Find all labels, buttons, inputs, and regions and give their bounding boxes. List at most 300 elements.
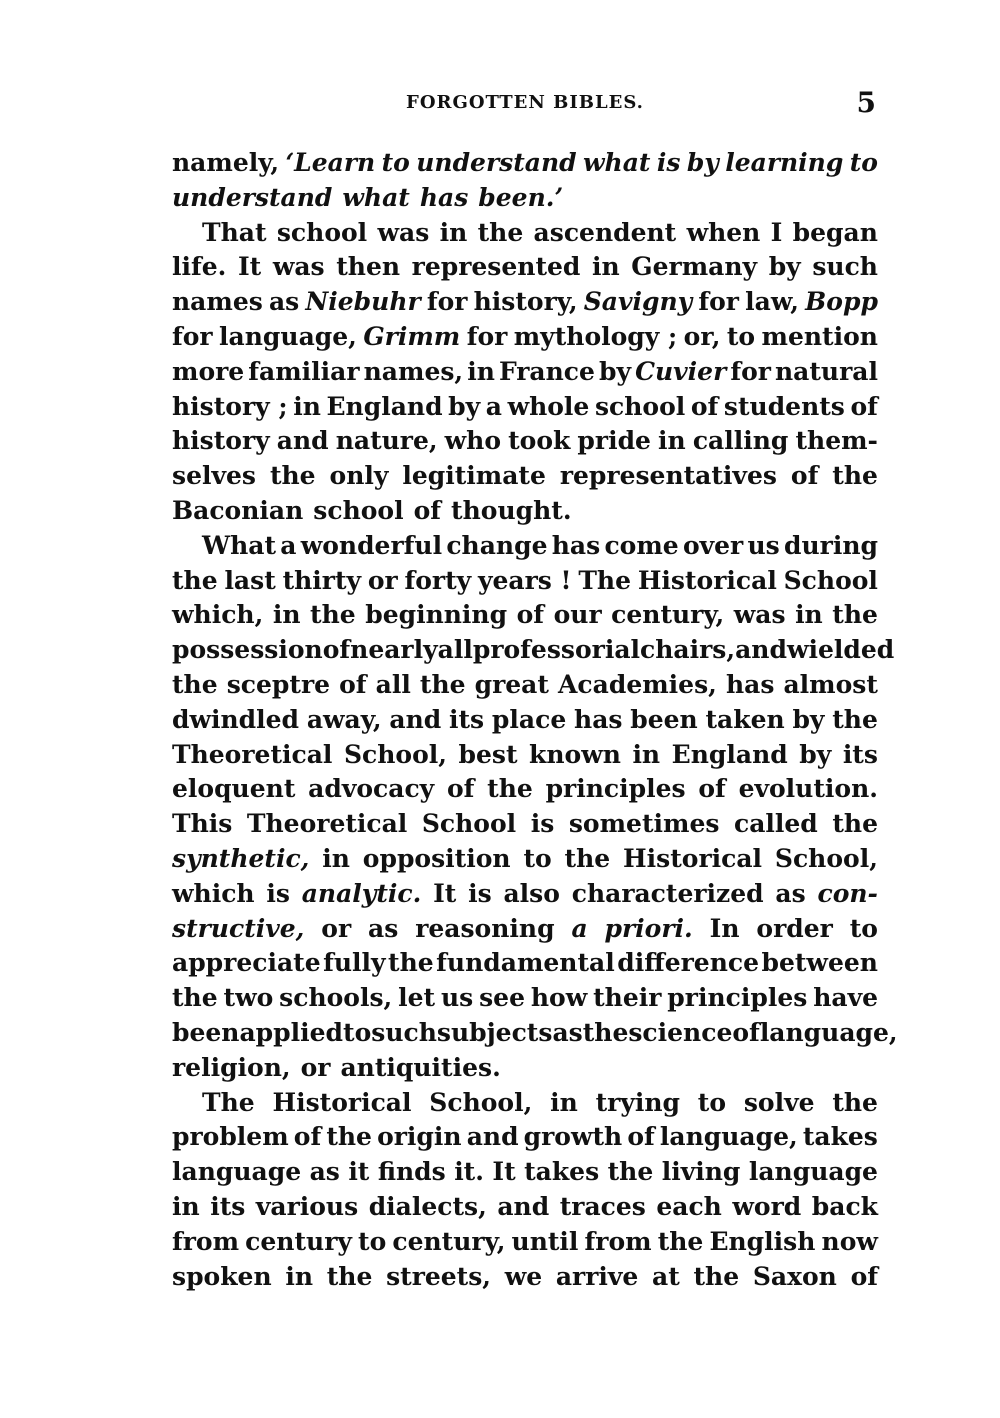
word: history ; xyxy=(172,391,288,421)
word: from xyxy=(584,1226,652,1256)
word: the xyxy=(326,1261,373,1291)
italic-word: ‘Learn xyxy=(285,148,376,177)
word: in xyxy=(658,426,686,456)
word: we xyxy=(504,1261,543,1291)
text-line xyxy=(172,564,878,599)
word: to xyxy=(523,843,552,873)
word: place xyxy=(491,704,567,734)
word: from xyxy=(172,1226,240,1256)
word: the xyxy=(326,1122,372,1152)
word: when xyxy=(686,217,761,247)
word: order xyxy=(756,913,833,943)
text-line xyxy=(172,738,878,773)
italic-word: structive, xyxy=(172,913,305,943)
word: It xyxy=(237,252,262,282)
word: took xyxy=(508,426,571,456)
word: by xyxy=(799,739,832,769)
word: which xyxy=(172,878,255,908)
word: whole xyxy=(507,391,590,421)
word: for xyxy=(426,287,468,317)
word: solve xyxy=(743,1087,815,1117)
word: fundamental xyxy=(436,948,615,978)
word: religion, xyxy=(172,1052,291,1082)
word: Historical xyxy=(272,1087,412,1117)
word: the xyxy=(832,1087,878,1117)
word: the xyxy=(832,600,878,630)
word: known xyxy=(529,739,621,769)
word: school xyxy=(594,391,686,421)
word: who xyxy=(444,426,502,456)
word: antiquities. xyxy=(340,1052,501,1082)
word: it xyxy=(348,1157,370,1187)
word: School xyxy=(783,565,878,595)
word: the xyxy=(564,843,611,873)
word: What xyxy=(202,530,276,560)
word: advocacy xyxy=(308,774,435,804)
word: of xyxy=(732,1017,760,1047)
word: taken xyxy=(705,704,785,734)
word: by xyxy=(768,252,801,282)
word: natural xyxy=(775,356,878,386)
word: the xyxy=(657,1226,704,1256)
word: as xyxy=(552,1017,583,1047)
word: change xyxy=(446,530,548,560)
italic-word: priori. xyxy=(604,913,693,943)
text-line xyxy=(172,146,878,181)
text-line xyxy=(172,320,878,355)
word: our xyxy=(553,600,602,630)
text-line xyxy=(172,598,878,633)
word: to xyxy=(849,913,878,943)
word: of xyxy=(516,600,545,630)
word: has xyxy=(574,704,623,734)
text-line xyxy=(172,250,878,285)
word: century xyxy=(245,1226,352,1256)
word: names xyxy=(172,287,263,317)
word: or xyxy=(367,565,398,595)
word: the xyxy=(487,774,533,804)
word: their xyxy=(593,983,662,1013)
word: familiar xyxy=(248,356,360,386)
word: subjects xyxy=(436,1017,553,1047)
word: to xyxy=(726,321,756,351)
word: over xyxy=(682,530,744,560)
word: England xyxy=(326,391,443,421)
word: of xyxy=(627,1122,655,1152)
italic-word: learning xyxy=(725,148,844,177)
word: its xyxy=(449,704,485,734)
text-line xyxy=(172,355,878,390)
word: The xyxy=(202,1087,255,1117)
text-line xyxy=(172,285,878,320)
word: how xyxy=(530,983,588,1013)
word: century, xyxy=(611,600,725,630)
word: English xyxy=(709,1226,816,1256)
word: to xyxy=(358,1226,387,1256)
word: such xyxy=(371,1017,437,1047)
word: during xyxy=(784,530,878,560)
word: is xyxy=(266,878,290,908)
word: until xyxy=(511,1226,579,1256)
word: was xyxy=(377,217,430,247)
word: of xyxy=(690,391,719,421)
italic-word: to xyxy=(849,148,878,177)
word: its xyxy=(210,1191,246,1221)
word: problem xyxy=(172,1122,289,1152)
word: characterized xyxy=(571,878,764,908)
text-line xyxy=(172,1051,878,1086)
word: to xyxy=(343,1017,372,1047)
word: calling xyxy=(692,426,789,456)
word: the xyxy=(172,565,218,595)
word: at xyxy=(652,1261,680,1291)
word: also xyxy=(503,878,560,908)
word: century, xyxy=(392,1226,506,1256)
word: come xyxy=(604,530,679,560)
word: Germany xyxy=(631,252,758,282)
word: the xyxy=(172,669,218,699)
word: principles xyxy=(545,774,686,804)
word: have xyxy=(813,983,878,1013)
text-line xyxy=(172,390,878,425)
text-line xyxy=(172,807,878,842)
word: is xyxy=(530,809,555,839)
italic-word: to xyxy=(381,148,410,177)
word: each xyxy=(656,1191,722,1221)
word: or xyxy=(300,1052,331,1082)
word: in xyxy=(322,843,350,873)
word: I xyxy=(770,217,783,247)
word: as xyxy=(368,913,399,943)
word: arrive xyxy=(555,1261,639,1291)
word: the xyxy=(832,461,878,491)
word: spoken xyxy=(172,1261,272,1291)
word: years ! xyxy=(477,565,572,595)
word: mention xyxy=(761,321,878,351)
word: takes xyxy=(524,1157,600,1187)
word: of xyxy=(293,1122,322,1152)
italic-word: what xyxy=(583,148,651,177)
text-line xyxy=(172,772,878,807)
word: forty xyxy=(404,565,472,595)
word: has xyxy=(725,669,775,699)
word: for xyxy=(172,321,213,351)
word: in xyxy=(795,600,823,630)
word: and xyxy=(497,1191,550,1221)
word: finds xyxy=(377,1157,446,1187)
word: been xyxy=(630,704,698,734)
word: wonderful xyxy=(300,530,443,560)
word: of xyxy=(698,774,726,804)
word: for xyxy=(730,356,771,386)
word: growth xyxy=(523,1122,623,1152)
word: ascendent xyxy=(533,217,677,247)
word: of xyxy=(790,461,819,491)
word: Theoretical xyxy=(172,739,333,769)
italic-word: has xyxy=(419,182,469,212)
word: language, xyxy=(759,1017,898,1047)
italic-word: Savigny xyxy=(583,287,693,317)
word: history, xyxy=(473,287,578,317)
word: for xyxy=(466,321,508,351)
word: That xyxy=(202,217,267,247)
word: the xyxy=(607,1157,654,1187)
word: School, xyxy=(774,843,878,873)
italic-word: been.’ xyxy=(478,182,564,212)
word: such xyxy=(812,252,878,282)
word: students xyxy=(723,391,845,421)
word: it. xyxy=(454,1157,484,1187)
text-line xyxy=(172,842,878,877)
word: pride xyxy=(577,426,651,456)
word: them- xyxy=(795,426,878,456)
word: wielded xyxy=(786,635,895,665)
word: The xyxy=(578,565,632,595)
word: Baconian xyxy=(172,495,304,525)
italic-word: Bopp xyxy=(805,287,878,317)
word: the xyxy=(582,1017,629,1047)
word: Saxon xyxy=(752,1261,837,1291)
word: only xyxy=(329,461,389,491)
word: as xyxy=(775,878,806,908)
word: Historical xyxy=(623,843,763,873)
word: the xyxy=(172,983,218,1013)
word: Theoretical xyxy=(246,809,408,839)
word: in xyxy=(293,391,321,421)
italic-word: con- xyxy=(817,878,878,908)
word: the xyxy=(693,1261,740,1291)
word: of xyxy=(446,774,475,804)
word: was xyxy=(272,252,325,282)
word: thought. xyxy=(451,495,572,525)
word: language, xyxy=(219,321,357,351)
word: called xyxy=(733,809,818,839)
text-line xyxy=(172,1120,878,1155)
word: professorial xyxy=(472,635,641,665)
word: School xyxy=(421,809,517,839)
word: England xyxy=(671,739,788,769)
body-text xyxy=(172,146,898,1294)
word: living xyxy=(661,1157,741,1187)
italic-word: Cuvier xyxy=(635,356,727,386)
word: school xyxy=(276,217,368,247)
word: all xyxy=(437,635,473,665)
word: by xyxy=(599,356,632,386)
word: back xyxy=(811,1191,878,1221)
word: by xyxy=(448,391,481,421)
word: more xyxy=(172,356,245,386)
page-number: 5 xyxy=(856,86,876,119)
text-line xyxy=(172,668,878,703)
text-line xyxy=(172,633,895,668)
word: the xyxy=(832,809,878,839)
word: us xyxy=(440,983,474,1013)
word: language xyxy=(172,1157,302,1187)
word: It xyxy=(433,878,457,908)
word: now xyxy=(821,1226,878,1256)
word: the xyxy=(419,669,466,699)
word: evolution. xyxy=(738,774,878,804)
running-title: FORGOTTEN BIBLES. xyxy=(406,92,644,113)
italic-word: understand xyxy=(416,148,577,177)
word: names, xyxy=(363,356,464,386)
italic-word: by xyxy=(686,148,719,177)
text-line xyxy=(172,1155,878,1190)
word: been xyxy=(172,1017,240,1047)
word: in xyxy=(285,1261,314,1291)
word: is xyxy=(468,878,492,908)
italic-word: Niebuhr xyxy=(305,287,421,317)
word: in xyxy=(172,1191,200,1221)
text-line xyxy=(172,494,878,529)
word: life. xyxy=(172,252,227,282)
word: best xyxy=(458,739,518,769)
text-line xyxy=(172,424,878,459)
word: the xyxy=(832,704,878,734)
word: last xyxy=(224,565,276,595)
text-line xyxy=(172,981,878,1016)
word: School, xyxy=(429,1087,533,1117)
word: selves xyxy=(172,461,256,491)
word: language xyxy=(748,1157,878,1187)
word: a xyxy=(485,391,502,421)
word: dwindled xyxy=(172,704,300,734)
italic-word: a xyxy=(571,913,588,943)
word: thirty xyxy=(282,565,362,595)
text-line xyxy=(172,1190,878,1225)
word: nature, xyxy=(335,426,438,456)
word: and xyxy=(276,426,329,456)
word: the xyxy=(477,217,524,247)
word: of xyxy=(339,669,367,699)
word: two xyxy=(223,983,274,1013)
word: in xyxy=(592,252,620,282)
word: in xyxy=(632,739,661,769)
word: schools, xyxy=(279,983,393,1013)
word: almost xyxy=(783,669,878,699)
word: applied xyxy=(239,1017,344,1047)
italic-word: is xyxy=(656,148,681,177)
word: let xyxy=(398,983,436,1013)
word: by xyxy=(792,704,825,734)
text-line xyxy=(172,216,878,251)
word: trying xyxy=(595,1087,680,1117)
word: law, xyxy=(745,287,800,317)
word: which, xyxy=(172,600,264,630)
word: as xyxy=(268,287,300,317)
word: of xyxy=(413,495,442,525)
word: in xyxy=(467,356,495,386)
text-line xyxy=(172,1086,878,1121)
word: of xyxy=(850,391,878,421)
word: school xyxy=(313,495,404,525)
word: and xyxy=(735,635,787,665)
word: or, xyxy=(683,321,721,351)
word: in xyxy=(272,600,301,630)
text-line xyxy=(172,703,878,738)
word: all xyxy=(375,669,411,699)
italic-word: Grimm xyxy=(363,321,461,351)
word: in xyxy=(550,1087,578,1117)
word: us xyxy=(747,530,780,560)
word: beginning xyxy=(365,600,508,630)
word: of xyxy=(322,635,351,665)
word: a xyxy=(280,530,297,560)
text-line xyxy=(172,529,878,564)
word: between xyxy=(761,948,878,978)
word: takes xyxy=(802,1122,878,1152)
word: has xyxy=(551,530,601,560)
word: sometimes xyxy=(568,809,720,839)
word: possession xyxy=(172,635,323,665)
italic-word: understand xyxy=(172,182,333,212)
word: was xyxy=(733,600,786,630)
word: Historical xyxy=(637,565,777,595)
word: see xyxy=(479,983,525,1013)
word: history xyxy=(172,426,270,456)
word: This xyxy=(172,809,233,839)
word: fully xyxy=(323,948,386,978)
text-line xyxy=(172,946,878,981)
text-line xyxy=(172,1225,878,1260)
italic-word: what xyxy=(342,182,410,212)
word: various xyxy=(255,1191,359,1221)
word: dialects, xyxy=(368,1191,487,1221)
word: namely, xyxy=(172,148,280,177)
word: representatives xyxy=(559,461,777,491)
word: reasoning xyxy=(415,913,555,943)
word: and xyxy=(389,704,442,734)
word: appreciate xyxy=(172,948,321,978)
word: its xyxy=(842,739,878,769)
text-line xyxy=(172,877,878,912)
word: represented xyxy=(411,252,581,282)
word: the xyxy=(269,461,316,491)
word: streets, xyxy=(386,1261,492,1291)
word: sceptre xyxy=(226,669,331,699)
word: great xyxy=(474,669,549,699)
text-line xyxy=(172,1016,898,1051)
word: France xyxy=(498,356,595,386)
word: Academies, xyxy=(558,669,717,699)
word: language, xyxy=(659,1122,798,1152)
word: In xyxy=(709,913,740,943)
word: School, xyxy=(343,739,447,769)
word: and xyxy=(466,1122,519,1152)
running-head xyxy=(172,86,878,122)
word: origin xyxy=(377,1122,462,1152)
word: chairs, xyxy=(640,635,736,665)
text-line xyxy=(172,181,878,216)
word: then xyxy=(336,252,401,282)
word: difference xyxy=(617,948,760,978)
word: eloquent xyxy=(172,774,296,804)
word: away, xyxy=(306,704,382,734)
text-line xyxy=(172,912,878,947)
word: nearly xyxy=(350,635,438,665)
word: of xyxy=(850,1261,878,1291)
italic-word: synthetic, xyxy=(172,843,310,873)
word: It xyxy=(492,1157,516,1187)
word: in xyxy=(439,217,468,247)
word: opposition xyxy=(362,843,511,873)
text-line xyxy=(172,459,878,494)
word: mythology ; xyxy=(513,321,678,351)
text-line xyxy=(172,1260,878,1295)
word: the xyxy=(310,600,356,630)
italic-word: analytic. xyxy=(301,878,422,908)
word: for xyxy=(698,287,739,317)
